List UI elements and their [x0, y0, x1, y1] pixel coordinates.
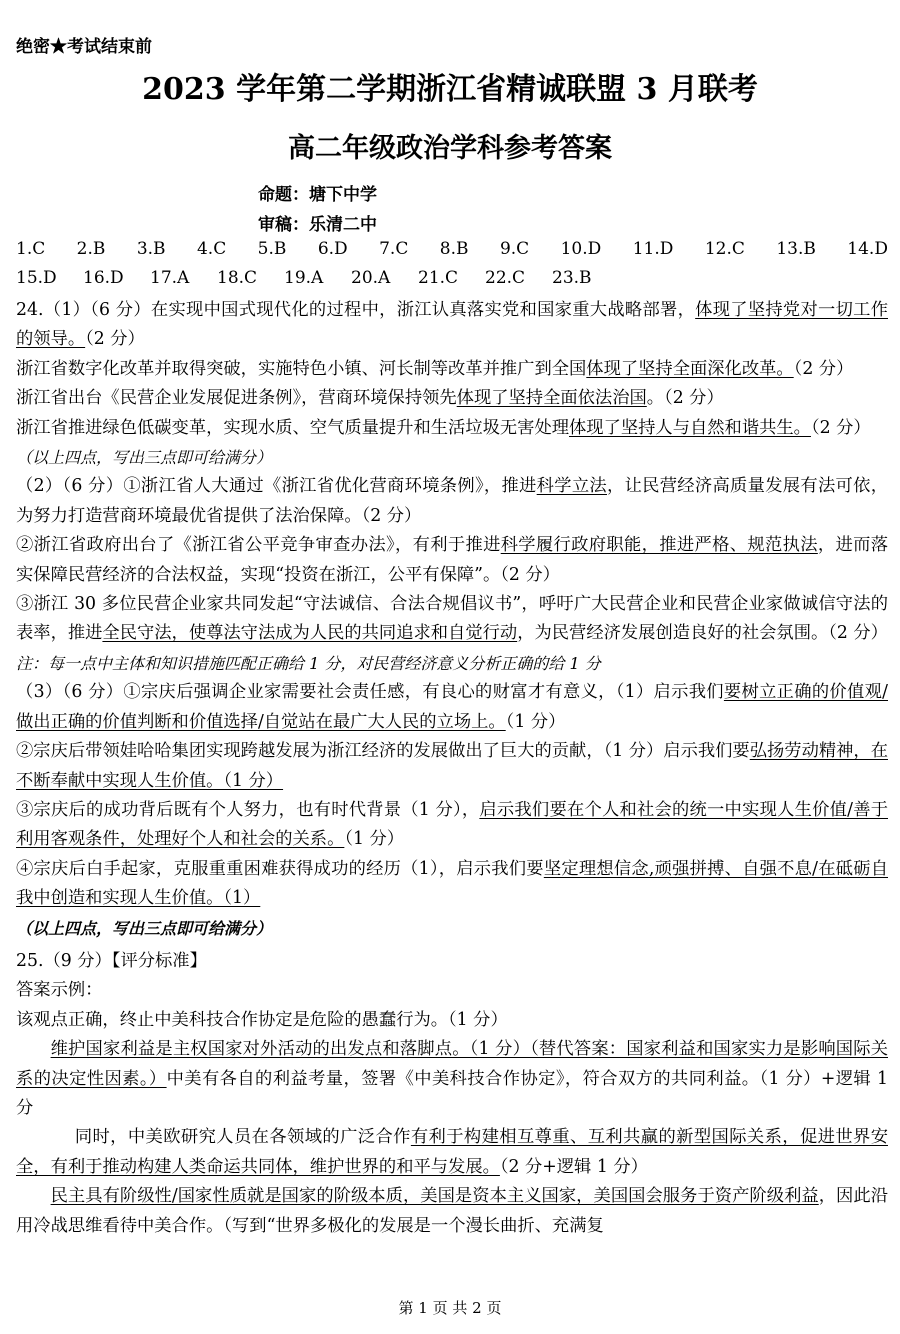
mc-answer: 15.D — [16, 268, 57, 288]
mc-answer: 18.C — [217, 268, 258, 288]
q24-3-point-3: ③宗庆后的成功背后既有个人努力，也有时代背景（1 分），启示我们要在个人和社会的统一中实现人生价值/善于利用客观条件，处理好个人和社会的关系。（1 分） — [16, 799, 888, 850]
mc-answer: 21.C — [418, 268, 459, 288]
setter-line: 命题：塘下中学 — [258, 185, 377, 205]
mc-answer: 7.C — [379, 239, 409, 259]
mc-answers-row-2 — [16, 268, 888, 288]
page-footer: 第 1 页 共 2 页 — [398, 1299, 502, 1317]
q25-line-3: 同时，中美欧研究人员在各领域的广泛合作有利于构建相互尊重、互利共赢的新型国际关系，促进世界安全，有利于推动构建人类命运共同体，维护世界的和平与发展。（2 分+逻辑 1 分） — [16, 1127, 888, 1177]
confidential-mark: 绝密★考试结束前 — [16, 37, 152, 57]
mc-answer: 11.D — [632, 239, 674, 259]
q25-example-label: 答案示例： — [16, 980, 103, 1001]
q25-heading: 25.（9 分）【评分标准】 — [16, 950, 207, 971]
mc-answer: 1.C — [16, 239, 46, 259]
mc-answer: 6.D — [317, 239, 348, 259]
mc-answer: 5.B — [257, 239, 287, 259]
mc-answer: 16.D — [83, 268, 124, 288]
q24-1-point-3: 浙江省出台《民营企业发展促进条例》，营商环境保持领先体现了坚持全面依法治国。（2 分） — [16, 388, 724, 409]
q24-1-point-1: 24.（1）（6 分）在实现中国式现代化的过程中，浙江认真落实党和国家重大战略部署，体现了坚持党对一切工作的领导。（2 分） — [16, 300, 888, 350]
mc-answer: 22.C — [485, 268, 526, 288]
mc-answer: 9.C — [499, 239, 530, 259]
q25-line-1: 该观点正确，终止中美科技合作协定是危险的愚蠢行为。（1 分） — [16, 1009, 508, 1030]
mc-answer: 12.C — [704, 239, 745, 259]
answer-body — [16, 296, 888, 1241]
mc-answers-row-1 — [16, 239, 888, 259]
q24-1-point-2: 浙江省数字化改革并取得突破，实施特色小镇、河长制等改革并推广到全国体现了坚持全面深化改革。（2 分） — [16, 358, 854, 379]
answer-subtitle: 高二年级政治学科参考答案 — [288, 133, 612, 164]
mc-answer: 13.B — [776, 239, 816, 259]
q24-1-scoring-note: （以上四点，写出三点即可给满分） — [16, 448, 273, 468]
mc-answer: 10.D — [560, 239, 602, 259]
mc-answer: 14.D — [847, 239, 888, 259]
mc-answer: 4.C — [196, 239, 227, 259]
q24-1-point-4: 浙江省推进绿色低碳变革，实现水质、空气质量提升和生活垃圾无害处理体现了坚持人与自然和谐共生。（2 分） — [16, 417, 871, 438]
mc-answer: 17.A — [150, 268, 190, 288]
mc-answer: 23.B — [552, 268, 592, 288]
q24-3-point-4: ④宗庆后白手起家，克服重重困难获得成功的经历（1），启示我们要坚定理想信念,顽强拼搏、自强不息/在砥砺自我中创造和实现人生价值。（1） — [16, 858, 888, 909]
q24-3-scoring-note: （以上四点，写出三点即可给满分） — [16, 918, 273, 938]
mc-answer: 8.B — [439, 239, 469, 259]
q25-line-2: 维护国家利益是主权国家对外活动的出发点和落脚点。（1 分）（替代答案：国家利益和国家实力是影响国际关系的决定性因素。）中美有各自的利益考量，签署《中美科技合作协定》，符合双方的共同利益。（1 分）+逻辑 1 分 — [16, 1039, 888, 1118]
q24-3-point-2: ②宗庆后带领娃哈哈集团实现跨越发展为浙江经济的发展做出了巨大的贡献，（1 分）启示我们要弘扬劳动精神，在不断奉献中实现人生价值。（1 分） — [16, 741, 888, 791]
mc-answer: 19.A — [284, 268, 324, 288]
q24-2-point-3: ③浙江 30 多位民营企业家共同发起“守法诚信、合法合规倡议书”，呼吁广大民营企业和民营企业家做诚信守法的表率，推进全民守法，使尊法守法成为人民的共同追求和自觉行动，为民营经济发展创造良好的社会氛围。（2 分） — [16, 594, 888, 644]
mc-answer: 2.B — [76, 239, 106, 259]
q24-2-point-2: ②浙江省政府出台了《浙江省公平竞争审查办法》，有利于推进科学履行政府职能，推进严格、规范执法，进而落实保障民营经济的合法权益，实现“投资在浙江，公平有保障”。（2 分） — [16, 535, 888, 585]
q24-2-point-1: （2）（6 分）①浙江省人大通过《浙江省优化营商环境条例》，推进科学立法，让民营经济高质量发展有法可依，为努力打造营商环境最优省提供了法治保障。（2 分） — [16, 476, 888, 526]
q24-2-scoring-note: 注：每一点中主体和知识措施匹配正确给 1 分，对民营经济意义分析正确的给 1 分 — [16, 653, 601, 673]
exam-title: 2023 学年第二学期浙江省精诚联盟 3 月联考 — [142, 72, 758, 107]
reviewer-line: 审稿：乐清二中 — [258, 215, 377, 235]
mc-answer: 3.B — [136, 239, 166, 259]
q25-line-4: 民主具有阶级性/国家性质就是国家的阶级本质，美国是资本主义国家，美国国会服务于资产阶级利益，因此沿用冷战思维看待中美合作。（写到“世界多极化的发展是一个漫长曲折、充满复 — [16, 1186, 888, 1236]
mc-answer: 20.A — [351, 268, 391, 288]
q24-3-point-1: （3）（6 分）①宗庆后强调企业家需要社会责任感，有良心的财富才有意义，（1）启示我们要树立正确的价值观/做出正确的价值判断和价值选择/自觉站在最广大人民的立场上。（1 分） — [16, 682, 888, 732]
